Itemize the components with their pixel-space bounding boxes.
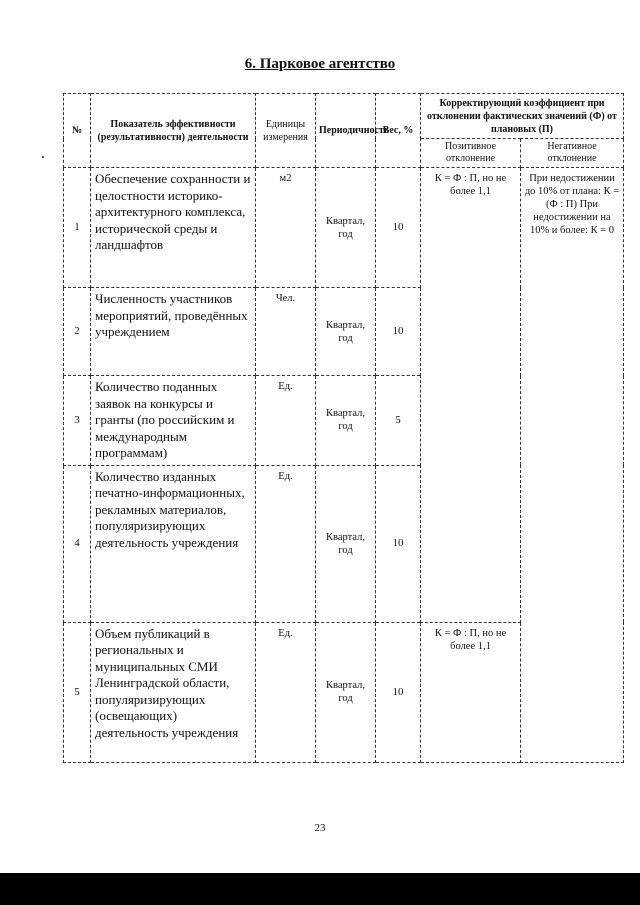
row-weight: 10 bbox=[376, 622, 421, 762]
header-row bbox=[64, 94, 624, 139]
row-num: 3 bbox=[64, 376, 91, 466]
coef-negative: При недостижении до 10% от плана: К = (Ф : П) При недостижении на 10% и более: К = 0 bbox=[521, 168, 624, 763]
row-weight: 5 bbox=[376, 376, 421, 466]
header-num: № bbox=[64, 94, 91, 168]
header-positive: Позитивное отклонение bbox=[421, 139, 521, 168]
row-num: 2 bbox=[64, 288, 91, 376]
row-weight: 10 bbox=[376, 168, 421, 288]
row-indicator: Обеспечение сохранности и целостности историко-архитектурного комплекса, исторической среды и ландшафтов bbox=[91, 168, 256, 288]
row-indicator: Количество поданных заявок на конкурсы и гранты (по российским и международным программам) bbox=[91, 376, 256, 466]
row-period: Квартал, год bbox=[316, 168, 376, 288]
row-num: 4 bbox=[64, 465, 91, 622]
table-row bbox=[64, 168, 624, 288]
row-unit: Чел. bbox=[256, 288, 316, 376]
coef-positive-5: К = Ф : П, но не более 1,1 bbox=[421, 622, 521, 762]
row-num: 1 bbox=[64, 168, 91, 288]
section-title: 6. Парковое агентство bbox=[244, 56, 396, 72]
row-period: Квартал, год bbox=[316, 622, 376, 762]
row-indicator: Численность участников мероприятий, проведённых учреждением bbox=[91, 288, 256, 376]
row-weight: 10 bbox=[376, 288, 421, 376]
header-indicator: Показатель эффективности (результативности) деятельности bbox=[91, 94, 256, 168]
header-period: Периодичность bbox=[316, 94, 376, 168]
page-number: 23 bbox=[314, 822, 326, 834]
header-coef: Корректирующий коэффициент при отклонении фактических значений (Ф) от плановых (П) bbox=[421, 94, 624, 139]
row-weight: 10 bbox=[376, 465, 421, 622]
row-num: 5 bbox=[64, 622, 91, 762]
header-negative: Негативное отклонение bbox=[521, 139, 624, 168]
row-period: Квартал, год bbox=[316, 376, 376, 466]
row-period: Квартал, год bbox=[316, 465, 376, 622]
row-indicator: Количество изданных печатно-информационных, рекламных материалов, популяризирующих деятельность учреждения bbox=[91, 465, 256, 622]
row-unit: Ед. bbox=[256, 465, 316, 622]
row-indicator: Объем публикаций в региональных и муниципальных СМИ Ленинградской области, популяризирующих (освещающих) деятельность учреждения bbox=[91, 622, 256, 762]
stray-mark bbox=[42, 156, 44, 158]
row-unit: Ед. bbox=[256, 622, 316, 762]
header-weight: Вес, % bbox=[376, 94, 421, 168]
row-unit: м2 bbox=[256, 168, 316, 288]
indicators-table bbox=[63, 93, 624, 763]
row-period: Квартал, год bbox=[316, 288, 376, 376]
scan-bottom-bar bbox=[0, 873, 640, 905]
coef-positive-1: К = Ф : П, но не более 1,1 bbox=[421, 168, 521, 623]
row-unit: Ед. bbox=[256, 376, 316, 466]
header-unit: Единицы измерения bbox=[256, 94, 316, 168]
